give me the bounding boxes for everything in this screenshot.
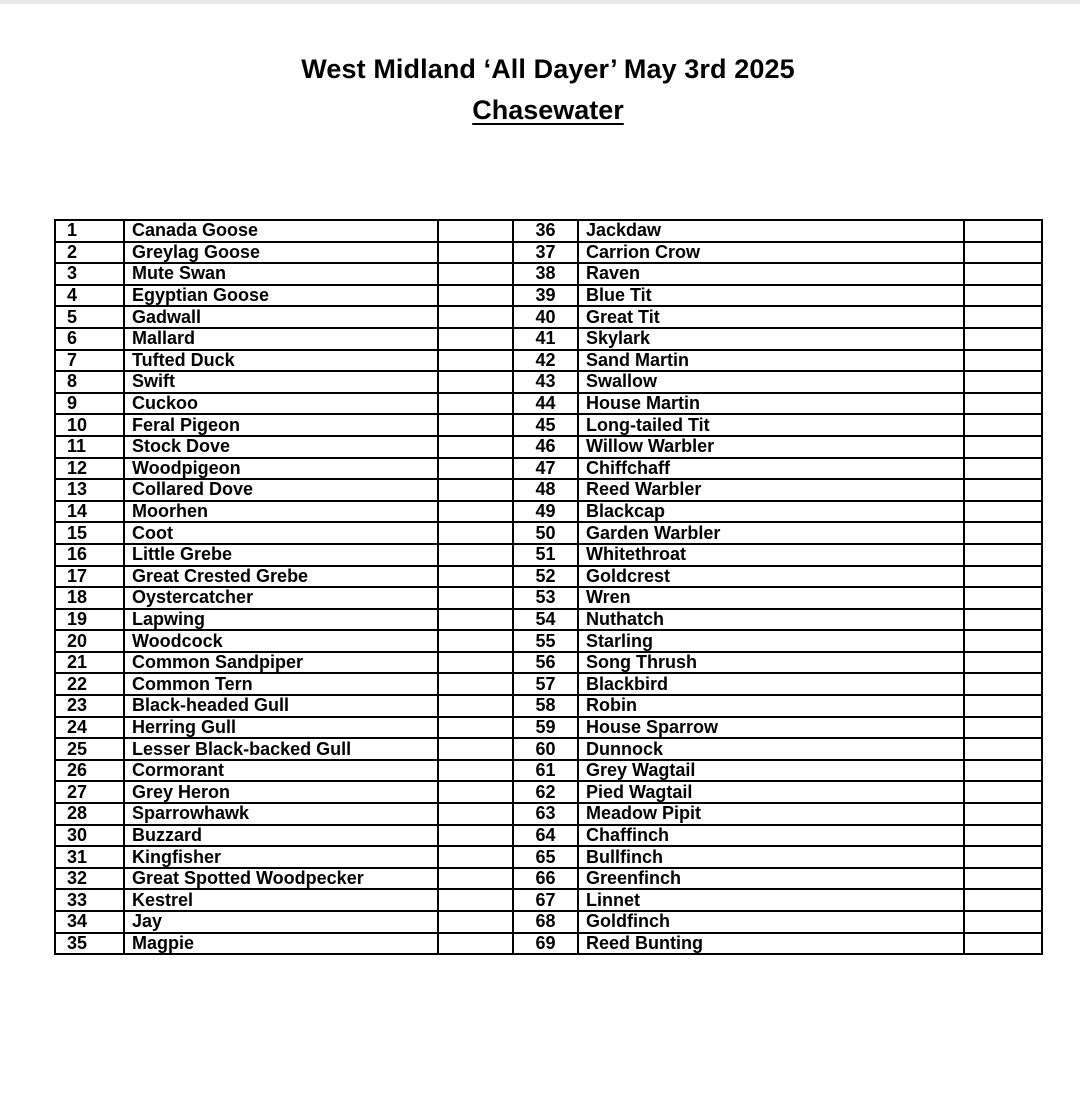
left-tick-cell[interactable] xyxy=(438,781,513,803)
right-number: 57 xyxy=(513,673,578,695)
left-tick-cell[interactable] xyxy=(438,371,513,393)
left-tick-cell[interactable] xyxy=(438,414,513,436)
right-tick-cell[interactable] xyxy=(964,220,1042,242)
left-species: Egyptian Goose xyxy=(124,285,438,307)
right-number: 62 xyxy=(513,781,578,803)
right-number: 40 xyxy=(513,306,578,328)
table-row xyxy=(55,781,1042,803)
left-tick-cell[interactable] xyxy=(438,911,513,933)
left-species: Cuckoo xyxy=(124,393,438,415)
left-species: Woodcock xyxy=(124,630,438,652)
table-row xyxy=(55,306,1042,328)
left-tick-cell[interactable] xyxy=(438,522,513,544)
left-tick-cell[interactable] xyxy=(438,889,513,911)
left-species: Mallard xyxy=(124,328,438,350)
left-species: Buzzard xyxy=(124,825,438,847)
left-tick-cell[interactable] xyxy=(438,479,513,501)
left-tick-cell[interactable] xyxy=(438,717,513,739)
right-tick-cell[interactable] xyxy=(964,911,1042,933)
left-number: 23 xyxy=(55,695,124,717)
right-tick-cell[interactable] xyxy=(964,393,1042,415)
right-species: Dunnock xyxy=(578,738,964,760)
right-number: 49 xyxy=(513,501,578,523)
left-species: Grey Heron xyxy=(124,781,438,803)
left-tick-cell[interactable] xyxy=(438,825,513,847)
table-row xyxy=(55,263,1042,285)
right-tick-cell[interactable] xyxy=(964,673,1042,695)
right-species: Long-tailed Tit xyxy=(578,414,964,436)
left-tick-cell[interactable] xyxy=(438,738,513,760)
table-row xyxy=(55,738,1042,760)
left-species: Herring Gull xyxy=(124,717,438,739)
right-number: 64 xyxy=(513,825,578,847)
left-tick-cell[interactable] xyxy=(438,630,513,652)
left-number: 4 xyxy=(55,285,124,307)
right-tick-cell[interactable] xyxy=(964,652,1042,674)
left-number: 31 xyxy=(55,846,124,868)
right-tick-cell[interactable] xyxy=(964,825,1042,847)
table-row xyxy=(55,371,1042,393)
left-number: 11 xyxy=(55,436,124,458)
left-species: Collared Dove xyxy=(124,479,438,501)
right-tick-cell[interactable] xyxy=(964,695,1042,717)
right-number: 44 xyxy=(513,393,578,415)
left-number: 5 xyxy=(55,306,124,328)
left-species: Oystercatcher xyxy=(124,587,438,609)
right-number: 68 xyxy=(513,911,578,933)
table-row xyxy=(55,587,1042,609)
left-tick-cell[interactable] xyxy=(438,652,513,674)
right-number: 46 xyxy=(513,436,578,458)
table-row xyxy=(55,911,1042,933)
table-row xyxy=(55,760,1042,782)
left-tick-cell[interactable] xyxy=(438,544,513,566)
right-number: 38 xyxy=(513,263,578,285)
right-tick-cell[interactable] xyxy=(964,781,1042,803)
right-number: 61 xyxy=(513,760,578,782)
bird-checklist-body xyxy=(55,220,1042,954)
right-tick-cell[interactable] xyxy=(964,630,1042,652)
table-row xyxy=(55,285,1042,307)
left-tick-cell[interactable] xyxy=(438,263,513,285)
left-number: 18 xyxy=(55,587,124,609)
left-tick-cell[interactable] xyxy=(438,587,513,609)
right-number: 50 xyxy=(513,522,578,544)
right-number: 42 xyxy=(513,350,578,372)
right-species: Great Tit xyxy=(578,306,964,328)
bird-checklist-table xyxy=(54,219,1043,955)
left-species: Sparrowhawk xyxy=(124,803,438,825)
left-number: 27 xyxy=(55,781,124,803)
right-number: 65 xyxy=(513,846,578,868)
right-tick-cell[interactable] xyxy=(964,587,1042,609)
left-tick-cell[interactable] xyxy=(438,868,513,890)
right-tick-cell[interactable] xyxy=(964,306,1042,328)
left-species: Feral Pigeon xyxy=(124,414,438,436)
right-tick-cell[interactable] xyxy=(964,566,1042,588)
right-species: Skylark xyxy=(578,328,964,350)
right-tick-cell[interactable] xyxy=(964,350,1042,372)
right-tick-cell[interactable] xyxy=(964,263,1042,285)
left-species: Jay xyxy=(124,911,438,933)
right-species: Reed Bunting xyxy=(578,933,964,955)
left-species: Common Tern xyxy=(124,673,438,695)
right-species: House Sparrow xyxy=(578,717,964,739)
table-row xyxy=(55,501,1042,523)
left-number: 10 xyxy=(55,414,124,436)
table-row xyxy=(55,328,1042,350)
right-tick-cell[interactable] xyxy=(964,285,1042,307)
left-tick-cell[interactable] xyxy=(438,695,513,717)
left-number: 33 xyxy=(55,889,124,911)
table-row xyxy=(55,414,1042,436)
left-species: Kestrel xyxy=(124,889,438,911)
left-tick-cell[interactable] xyxy=(438,760,513,782)
left-species: Kingfisher xyxy=(124,846,438,868)
left-tick-cell[interactable] xyxy=(438,285,513,307)
left-number: 13 xyxy=(55,479,124,501)
right-species: Chiffchaff xyxy=(578,458,964,480)
left-species: Coot xyxy=(124,522,438,544)
left-tick-cell[interactable] xyxy=(438,501,513,523)
right-species: Grey Wagtail xyxy=(578,760,964,782)
table-row xyxy=(55,479,1042,501)
right-species: Whitethroat xyxy=(578,544,964,566)
right-species: Robin xyxy=(578,695,964,717)
table-row xyxy=(55,393,1042,415)
left-species: Moorhen xyxy=(124,501,438,523)
right-species: Jackdaw xyxy=(578,220,964,242)
right-species: Blue Tit xyxy=(578,285,964,307)
table-row xyxy=(55,436,1042,458)
left-tick-cell[interactable] xyxy=(438,350,513,372)
right-tick-cell[interactable] xyxy=(964,458,1042,480)
right-number: 60 xyxy=(513,738,578,760)
left-species: Mute Swan xyxy=(124,263,438,285)
left-number: 30 xyxy=(55,825,124,847)
right-number: 39 xyxy=(513,285,578,307)
right-species: Meadow Pipit xyxy=(578,803,964,825)
right-species: Chaffinch xyxy=(578,825,964,847)
left-number: 9 xyxy=(55,393,124,415)
table-row xyxy=(55,652,1042,674)
left-tick-cell[interactable] xyxy=(438,458,513,480)
left-tick-cell[interactable] xyxy=(438,393,513,415)
right-tick-cell[interactable] xyxy=(964,328,1042,350)
right-number: 66 xyxy=(513,868,578,890)
left-species: Woodpigeon xyxy=(124,458,438,480)
right-species: Garden Warbler xyxy=(578,522,964,544)
right-number: 56 xyxy=(513,652,578,674)
right-tick-cell[interactable] xyxy=(964,544,1042,566)
right-species: Greenfinch xyxy=(578,868,964,890)
right-species: Bullfinch xyxy=(578,846,964,868)
right-number: 53 xyxy=(513,587,578,609)
top-edge-shade xyxy=(0,0,1080,4)
left-number: 28 xyxy=(55,803,124,825)
left-species: Greylag Goose xyxy=(124,242,438,264)
right-species: Blackbird xyxy=(578,673,964,695)
left-tick-cell[interactable] xyxy=(438,566,513,588)
left-tick-cell[interactable] xyxy=(438,803,513,825)
left-species: Stock Dove xyxy=(124,436,438,458)
table-row xyxy=(55,544,1042,566)
right-tick-cell[interactable] xyxy=(964,868,1042,890)
table-row xyxy=(55,630,1042,652)
left-species: Canada Goose xyxy=(124,220,438,242)
table-row xyxy=(55,458,1042,480)
right-tick-cell[interactable] xyxy=(964,717,1042,739)
right-species: Willow Warbler xyxy=(578,436,964,458)
table-row xyxy=(55,717,1042,739)
right-number: 54 xyxy=(513,609,578,631)
right-species: Blackcap xyxy=(578,501,964,523)
left-tick-cell[interactable] xyxy=(438,328,513,350)
left-number: 17 xyxy=(55,566,124,588)
right-tick-cell[interactable] xyxy=(964,846,1042,868)
left-species: Common Sandpiper xyxy=(124,652,438,674)
right-tick-cell[interactable] xyxy=(964,501,1042,523)
table-row xyxy=(55,803,1042,825)
right-tick-cell[interactable] xyxy=(964,760,1042,782)
right-species: Nuthatch xyxy=(578,609,964,631)
right-tick-cell[interactable] xyxy=(964,889,1042,911)
left-number: 7 xyxy=(55,350,124,372)
right-species: Starling xyxy=(578,630,964,652)
right-tick-cell[interactable] xyxy=(964,522,1042,544)
table-row xyxy=(55,220,1042,242)
right-tick-cell[interactable] xyxy=(964,436,1042,458)
right-species: Carrion Crow xyxy=(578,242,964,264)
table-row xyxy=(55,825,1042,847)
left-number: 35 xyxy=(55,933,124,955)
right-species: Swallow xyxy=(578,371,964,393)
left-species: Swift xyxy=(124,371,438,393)
table-row xyxy=(55,522,1042,544)
left-tick-cell[interactable] xyxy=(438,436,513,458)
table-row xyxy=(55,868,1042,890)
left-species: Cormorant xyxy=(124,760,438,782)
left-number: 1 xyxy=(55,220,124,242)
right-number: 41 xyxy=(513,328,578,350)
right-species: Linnet xyxy=(578,889,964,911)
left-species: Great Spotted Woodpecker xyxy=(124,868,438,890)
left-tick-cell[interactable] xyxy=(438,306,513,328)
right-species: Raven xyxy=(578,263,964,285)
right-number: 43 xyxy=(513,371,578,393)
right-tick-cell[interactable] xyxy=(964,803,1042,825)
left-number: 19 xyxy=(55,609,124,631)
location-heading xyxy=(0,95,1080,126)
right-species: Sand Martin xyxy=(578,350,964,372)
document-title: West Midland ‘All Dayer’ May 3rd 2025 xyxy=(301,54,795,84)
table-row xyxy=(55,242,1042,264)
right-tick-cell[interactable] xyxy=(964,479,1042,501)
table-row xyxy=(55,350,1042,372)
left-tick-cell[interactable] xyxy=(438,242,513,264)
right-number: 45 xyxy=(513,414,578,436)
left-species: Magpie xyxy=(124,933,438,955)
left-number: 26 xyxy=(55,760,124,782)
left-number: 3 xyxy=(55,263,124,285)
right-tick-cell[interactable] xyxy=(964,371,1042,393)
table-row xyxy=(55,933,1042,955)
right-number: 36 xyxy=(513,220,578,242)
left-number: 24 xyxy=(55,717,124,739)
right-tick-cell[interactable] xyxy=(964,738,1042,760)
right-tick-cell[interactable] xyxy=(964,414,1042,436)
right-species: Goldfinch xyxy=(578,911,964,933)
right-species: Reed Warbler xyxy=(578,479,964,501)
right-number: 47 xyxy=(513,458,578,480)
right-number: 67 xyxy=(513,889,578,911)
right-number: 58 xyxy=(513,695,578,717)
right-number: 69 xyxy=(513,933,578,955)
left-species: Tufted Duck xyxy=(124,350,438,372)
left-number: 21 xyxy=(55,652,124,674)
left-number: 8 xyxy=(55,371,124,393)
table-row xyxy=(55,695,1042,717)
left-tick-cell[interactable] xyxy=(438,846,513,868)
table-row xyxy=(55,889,1042,911)
table-row xyxy=(55,609,1042,631)
right-species: House Martin xyxy=(578,393,964,415)
left-tick-cell[interactable] xyxy=(438,933,513,955)
right-species: Song Thrush xyxy=(578,652,964,674)
right-tick-cell[interactable] xyxy=(964,933,1042,955)
left-number: 20 xyxy=(55,630,124,652)
left-number: 34 xyxy=(55,911,124,933)
left-species: Black-headed Gull xyxy=(124,695,438,717)
left-species: Great Crested Grebe xyxy=(124,566,438,588)
right-species: Pied Wagtail xyxy=(578,781,964,803)
right-number: 59 xyxy=(513,717,578,739)
left-number: 14 xyxy=(55,501,124,523)
left-tick-cell[interactable] xyxy=(438,609,513,631)
table-row xyxy=(55,846,1042,868)
left-number: 12 xyxy=(55,458,124,480)
left-number: 22 xyxy=(55,673,124,695)
left-number: 2 xyxy=(55,242,124,264)
left-species: Lapwing xyxy=(124,609,438,631)
right-species: Wren xyxy=(578,587,964,609)
location-text: Chasewater xyxy=(472,95,624,125)
left-tick-cell[interactable] xyxy=(438,220,513,242)
right-tick-cell[interactable] xyxy=(964,242,1042,264)
left-tick-cell[interactable] xyxy=(438,673,513,695)
left-species: Lesser Black-backed Gull xyxy=(124,738,438,760)
right-number: 52 xyxy=(513,566,578,588)
left-number: 6 xyxy=(55,328,124,350)
right-number: 63 xyxy=(513,803,578,825)
right-number: 55 xyxy=(513,630,578,652)
right-number: 51 xyxy=(513,544,578,566)
right-tick-cell[interactable] xyxy=(964,609,1042,631)
right-species: Goldcrest xyxy=(578,566,964,588)
left-number: 15 xyxy=(55,522,124,544)
left-number: 25 xyxy=(55,738,124,760)
left-number: 16 xyxy=(55,544,124,566)
table-row xyxy=(55,566,1042,588)
right-number: 37 xyxy=(513,242,578,264)
left-species: Little Grebe xyxy=(124,544,438,566)
table-row xyxy=(55,673,1042,695)
left-species: Gadwall xyxy=(124,306,438,328)
right-number: 48 xyxy=(513,479,578,501)
left-number: 32 xyxy=(55,868,124,890)
